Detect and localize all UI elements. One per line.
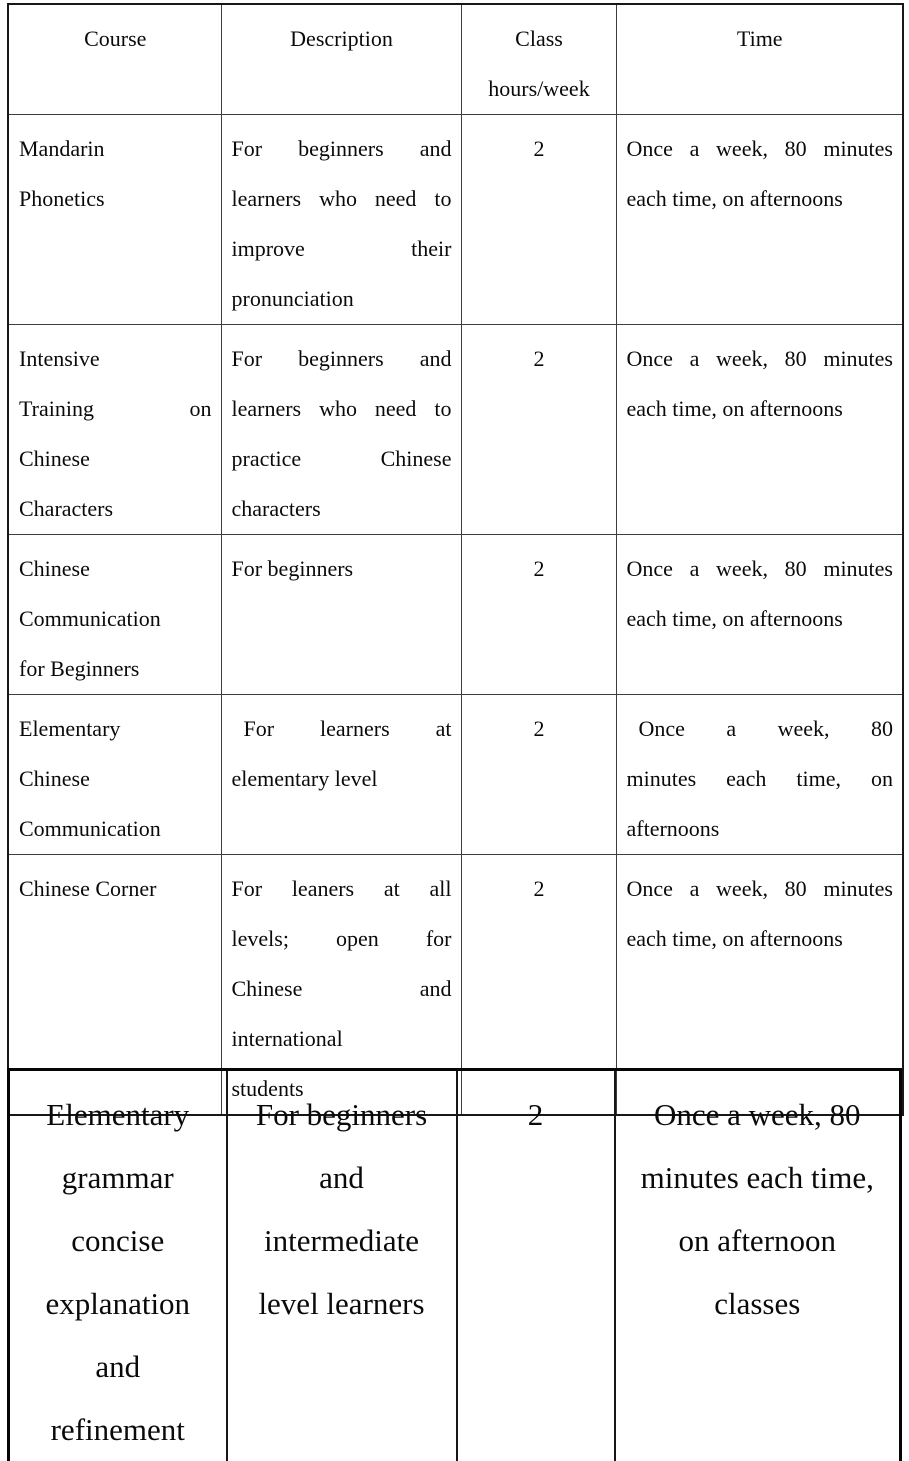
text-line: Phonetics	[19, 186, 105, 211]
text-line: and	[319, 1160, 364, 1195]
text-line: and	[95, 1349, 141, 1384]
table-row	[8, 535, 903, 695]
hours-cell: 2	[461, 855, 616, 1116]
magnified-course-row-table	[7, 1068, 902, 1461]
text-line: Once a week, 80 minutes	[626, 136, 893, 161]
text-line: Communication	[19, 816, 161, 841]
time-cell	[616, 695, 903, 855]
text-line: Time	[736, 26, 783, 51]
hours-cell: 2	[461, 535, 616, 695]
hours-cell: 2	[461, 115, 616, 325]
text-line: each time, on afternoons	[626, 396, 843, 421]
table-row	[8, 115, 903, 325]
text-line: on afternoon	[678, 1223, 837, 1258]
time-cell	[616, 535, 903, 695]
description-cell	[221, 325, 461, 535]
text-line: Chinese	[19, 766, 90, 791]
text-line: each time, on afternoons	[626, 926, 843, 951]
text-line: Class	[515, 26, 563, 51]
text-line: Mandarin	[19, 136, 105, 161]
time-cell	[615, 1070, 901, 1461]
table-row	[8, 325, 903, 535]
text-line: minutes each time,	[640, 1160, 874, 1195]
text-line: For beginners	[255, 1097, 428, 1132]
text-line: Elementary	[19, 716, 121, 741]
hours-cell: 2	[461, 695, 616, 855]
text-line: level learners	[258, 1286, 425, 1321]
text-line: each time, on afternoons	[626, 606, 843, 631]
text-line: characters	[231, 496, 321, 521]
text-line: grammar	[61, 1160, 174, 1195]
text-line: Once a week, 80	[653, 1097, 861, 1132]
text-line: For beginners and	[231, 136, 452, 161]
text-line: learners who need to	[231, 396, 452, 421]
text-line: minutes each time, on	[626, 766, 893, 791]
text-line: students	[231, 1076, 304, 1101]
text-line: For beginners	[231, 556, 354, 581]
header-row	[8, 4, 903, 115]
text-line: Chinese and	[231, 976, 452, 1001]
text-line: For beginners and	[231, 346, 452, 371]
text-line: for Beginners	[19, 656, 140, 681]
text-line: levels; open for	[231, 926, 452, 951]
course-cell	[8, 115, 221, 325]
col-header-description	[221, 4, 461, 115]
text-line: Once a week, 80 minutes	[626, 346, 893, 371]
text-line: afternoons	[626, 816, 720, 841]
table-row	[8, 695, 903, 855]
description-cell	[221, 115, 461, 325]
col-header-time	[616, 4, 903, 115]
text-line: classes	[714, 1286, 801, 1321]
text-line: elementary level	[231, 766, 378, 791]
text-line: Elementary	[46, 1097, 190, 1132]
text-line: Once a week, 80 minutes	[626, 556, 893, 581]
text-line: each time, on afternoons	[626, 186, 843, 211]
text-line: Description	[290, 26, 393, 51]
col-header-course	[8, 4, 221, 115]
hours-cell: 2	[457, 1070, 615, 1461]
text-line: Chinese	[19, 446, 90, 471]
time-cell	[616, 115, 903, 325]
text-line: improve their	[231, 236, 452, 261]
text-line: For leaners at all	[231, 876, 452, 901]
course-cell	[8, 535, 221, 695]
time-cell	[616, 325, 903, 535]
text-line: intermediate	[264, 1223, 419, 1258]
description-cell	[227, 1070, 457, 1461]
text-line: concise	[71, 1223, 165, 1258]
course-cell	[8, 695, 221, 855]
text-line: learners who need to	[231, 186, 452, 211]
description-cell	[221, 535, 461, 695]
text-line: Communication	[19, 606, 161, 631]
text-line: practice Chinese	[231, 446, 452, 471]
text-line: hours/week	[488, 76, 590, 101]
text-line: international	[231, 1026, 343, 1051]
course-cell	[8, 325, 221, 535]
text-line: pronunciation	[231, 286, 354, 311]
text-line: refinement	[50, 1412, 185, 1447]
text-line: Chinese Corner	[19, 876, 157, 901]
col-header-class-hours	[461, 4, 616, 115]
course-cell	[9, 1070, 227, 1461]
text-line: Once a week, 80	[638, 716, 893, 741]
text-line: Once a week, 80 minutes	[626, 876, 893, 901]
text-line: Intensive	[19, 346, 100, 371]
text-line: Training on	[19, 396, 212, 421]
table-row	[9, 1070, 901, 1461]
text-line: Characters	[19, 496, 114, 521]
text-line: Chinese	[19, 556, 90, 581]
text-line: Course	[84, 26, 147, 51]
text-line: For learners at	[243, 716, 452, 741]
course-schedule-table	[7, 3, 904, 1116]
text-line: explanation	[45, 1286, 191, 1321]
hours-cell: 2	[461, 325, 616, 535]
description-cell	[221, 695, 461, 855]
